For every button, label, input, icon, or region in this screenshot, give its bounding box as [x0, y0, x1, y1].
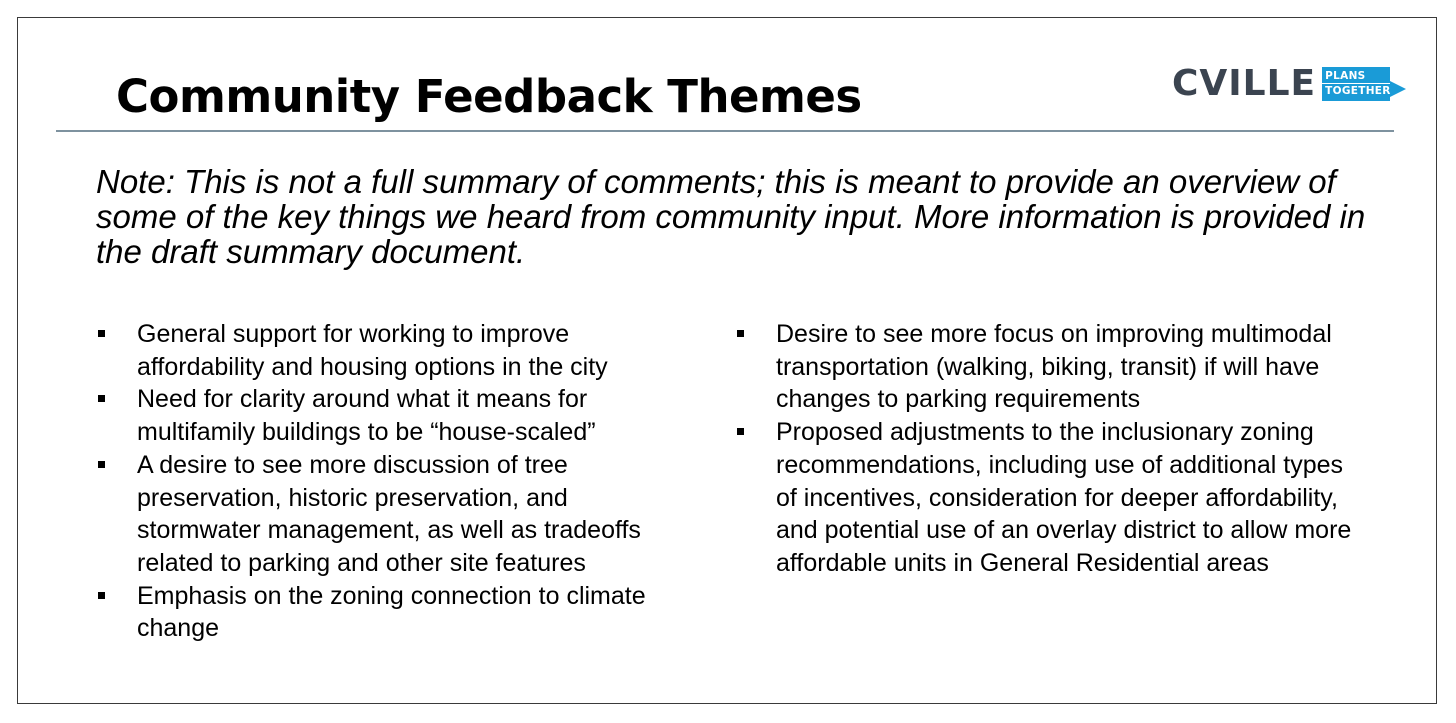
list-item — [98, 383, 698, 448]
logo-tag-line-1: PLANS — [1325, 70, 1366, 82]
cville-plans-together-logo — [1172, 62, 1408, 106]
list-item — [98, 318, 698, 383]
bullet-icon — [98, 395, 105, 402]
left-bullet-list — [98, 318, 698, 645]
logo-arrow-tag — [1322, 67, 1408, 101]
bullet-text: Need for clarity around what it means for multifamily buildings to be “house-scaled” — [137, 385, 596, 447]
right-bullet-list — [737, 318, 1357, 580]
list-item — [98, 449, 698, 580]
bullet-icon — [737, 330, 744, 337]
bullet-icon — [98, 461, 105, 468]
bullet-icon — [98, 592, 105, 599]
bullet-icon — [98, 330, 105, 337]
bullet-text: Desire to see more focus on improving multimodal transportation (walking, biking, transit) if will have changes to parking requirements — [776, 320, 1332, 414]
slide-title: Community Feedback Themes — [116, 70, 862, 123]
bullet-text: General support for working to improve affordability and housing options in the city — [137, 320, 608, 381]
bullet-text: Proposed adjustments to the inclusionary zoning recommendations, including use of additional types of incentives, consideration for deeper affordability, and potential use of an overlay district to allow more affordable units in General Residential areas — [776, 418, 1352, 577]
bullet-text: A desire to see more discussion of tree preservation, historic preservation, and stormwater management, as well as tradeoffs related to parking and other site features — [137, 450, 641, 577]
bullet-icon — [737, 428, 744, 435]
list-item — [737, 318, 1357, 416]
logo-wordmark: CVILLE — [1172, 63, 1317, 104]
list-item — [98, 580, 698, 645]
logo-tag-line-2: TOGETHER — [1325, 85, 1391, 97]
note-paragraph: Note: This is not a full summary of comments; this is meant to provide an overview of some of the key things we heard from community input. More information is provided in the draft summary document. — [96, 163, 1366, 270]
bullet-text: Emphasis on the zoning connection to climate change — [137, 581, 646, 643]
slide — [17, 17, 1437, 704]
list-item — [737, 416, 1357, 580]
title-divider — [56, 130, 1394, 132]
